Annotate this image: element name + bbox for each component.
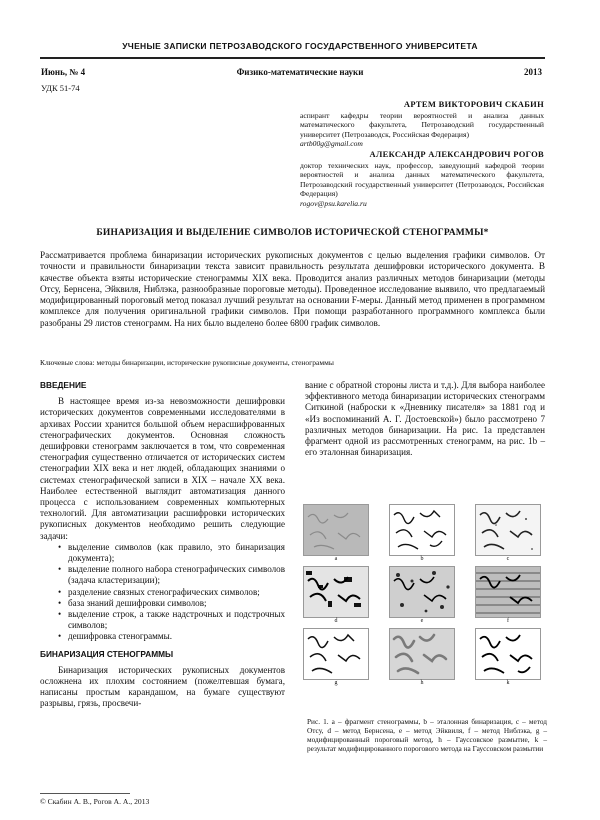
- list-item: • выделение полного набора стенографических символов (задача кластеризации);: [68, 564, 285, 586]
- list-item: • выделение строк, а также надстрочных и подстрочных символов;: [68, 609, 285, 631]
- issue-number: Июнь, № 4: [41, 67, 86, 77]
- header-rule: [40, 57, 545, 59]
- author-affiliation: доктор технических наук, профессор, заведующий кафедрой теории вероятностей и анализа данных математического факультета, Петрозаводский государственный университет (Петрозаводск, Российская Федерация): [300, 160, 544, 199]
- figure-image: [475, 566, 541, 618]
- task-list: [40, 542, 285, 643]
- author-name: АЛЕКСАНДР АЛЕКСАНДРОВИЧ РОГОВ: [369, 149, 544, 159]
- figure-image: [475, 504, 541, 556]
- udk-code: УДК 51-74: [41, 83, 80, 93]
- figure-panel-a: [303, 504, 369, 563]
- figure-image: [303, 504, 369, 556]
- panel-label: d: [334, 618, 338, 624]
- footnote-rule: [40, 793, 130, 794]
- list-item: • база знаний дешифровки символов;: [68, 598, 285, 609]
- panel-label: h: [420, 680, 424, 686]
- binarization-heading: БИНАРИЗАЦИЯ СТЕНОГРАММЫ: [40, 648, 174, 659]
- figure-panel-e: [389, 566, 455, 625]
- journal-title: УЧЕНЫЕ ЗАПИСКИ ПЕТРОЗАВОДСКОГО ГОСУДАРСТВЕННОГО УНИВЕРСИТЕТА: [122, 41, 478, 51]
- figure-panel-b: [389, 504, 455, 563]
- author-block-1: [300, 100, 544, 149]
- figure-image: [389, 566, 455, 618]
- figure-image: [303, 566, 369, 618]
- copyright: © Скабин А. В., Рогов А. А., 2013: [40, 797, 150, 806]
- figure-panel-c: [475, 504, 541, 563]
- list-item: • дешифровка стенограммы.: [68, 631, 285, 642]
- section-title: Физико-математические науки: [236, 67, 364, 77]
- author-email[interactable]: rogov@psu.karelia.ru: [300, 198, 367, 208]
- figure-panel-h: [389, 628, 455, 687]
- figure-image: [389, 504, 455, 556]
- left-column: [40, 380, 285, 710]
- list-item: • выделение символов (как правило, это бинаризация документа);: [68, 542, 285, 564]
- author-email[interactable]: artb00g@gmail.com: [300, 139, 363, 149]
- author-block-2: [300, 150, 544, 209]
- article-title: БИНАРИЗАЦИЯ И ВЫДЕЛЕНИЕ СИМВОЛОВ ИСТОРИЧЕСКОЙ СТЕНОГРАММЫ*: [96, 228, 489, 238]
- panel-label: a: [334, 556, 338, 562]
- panel-label: k: [506, 680, 510, 686]
- figure-panel-k: [475, 628, 541, 687]
- panel-label: f: [507, 618, 509, 624]
- figure-panel-f: [475, 566, 541, 625]
- author-name: АРТЕМ ВИКТОРОВИЧ СКАБИН: [403, 99, 544, 109]
- intro-paragraph: В настоящее время из-за невозможности дешифровки исторических документов современными исследователями в архивах России хранится большой объем нерасшифрованных стенографических документов. Основная сложность дешифровки стенограмм заключается в том, что современная стенография существенно отличается от исторических систем стенографии XIX века и нет людей, обладающих знаниями о системах стенографической записи в XIX – начале XX века. Наиболее естественной выглядит автоматизация данного процесса с использованием современных компьютерных технологий. Для автоматизации расшифровки исторических рукописных документов необходимо решить следующие задачи:: [40, 396, 285, 541]
- figure-panel-g: [303, 628, 369, 687]
- figure-image: [303, 628, 369, 680]
- list-item: • разделение связных стенографических символов;: [68, 587, 285, 598]
- figure-caption: Рис. 1. a – фрагмент стенограммы, b – эталонная бинаризация, c – метод Отсу, d – метод Бернсена, e – метод Эйквиля, f – метод Ниблэка, g – модифицированный пороговый метод, h – Гауссовское размытие, k – результат модифицированного порогового метода на Гауссовском размытии: [307, 717, 547, 753]
- right-column: [305, 380, 545, 458]
- abstract: Рассматривается проблема бинаризации исторических рукописных документов с целью выделения графики символов. От точности и правильности бинаризации текста зависит правильность результата дешифровки исторического документа. В качестве объекта взяты исторические стенограммы XIX века. Проводится анализ различных методов бинаризации (методы Отсу, Бернсена, Эйквиля, Ниблэка, разнообразные пороговые методы). Проведенное исследование выявило, что предлагаемый модифицированный пороговый метод показал лучший результат на основании F-меры. Данный метод применен в программном комплексе для получения оригинальной графики символов. При помощи разработанного программного комплекса были разобраны 29 листов стенограмм. На них было выделено более 6800 график символов.: [40, 250, 545, 328]
- binarization-paragraph: Бинаризация исторических рукописных документов осложнена их плохим состоянием (пожелтевшая бумага, написаны простым карандашом, на бумаге существуют разрывы, грязь, просвечи-: [40, 664, 285, 709]
- figure-image: [475, 628, 541, 680]
- figure-panel-d: [303, 566, 369, 625]
- intro-heading: ВВЕДЕНИЕ: [40, 380, 87, 390]
- panel-label: g: [334, 680, 338, 686]
- figure-image: [389, 628, 455, 680]
- author-affiliation: аспирант кафедры теории вероятностей и анализа данных математического факультета, Петрозаводский государственный университет (Петрозаводск, Российская Федерация): [300, 110, 544, 139]
- panel-label: c: [506, 556, 510, 562]
- issue-year: 2013: [524, 67, 542, 77]
- keywords: Ключевые слова: методы бинаризации, исторические рукописные документы, стенограммы: [40, 358, 334, 367]
- panel-label: b: [420, 556, 424, 562]
- panel-label: e: [420, 618, 424, 624]
- right-paragraph: вание с обратной стороны листа и т.д.). Для выбора наиболее эффективного метода бинаризации исторических стенограмм Ситкиной (наброски к «Дневнику писателя» за 1881 год и «Из воспоминаний А. Г. Достоевской») было рассмотрено 7 различных методов бинаризации. На рис. 1а представлен фрагмент одной из рассмотренных стенограмм, на рис. 1b – его эталонная бинаризация.: [305, 380, 545, 458]
